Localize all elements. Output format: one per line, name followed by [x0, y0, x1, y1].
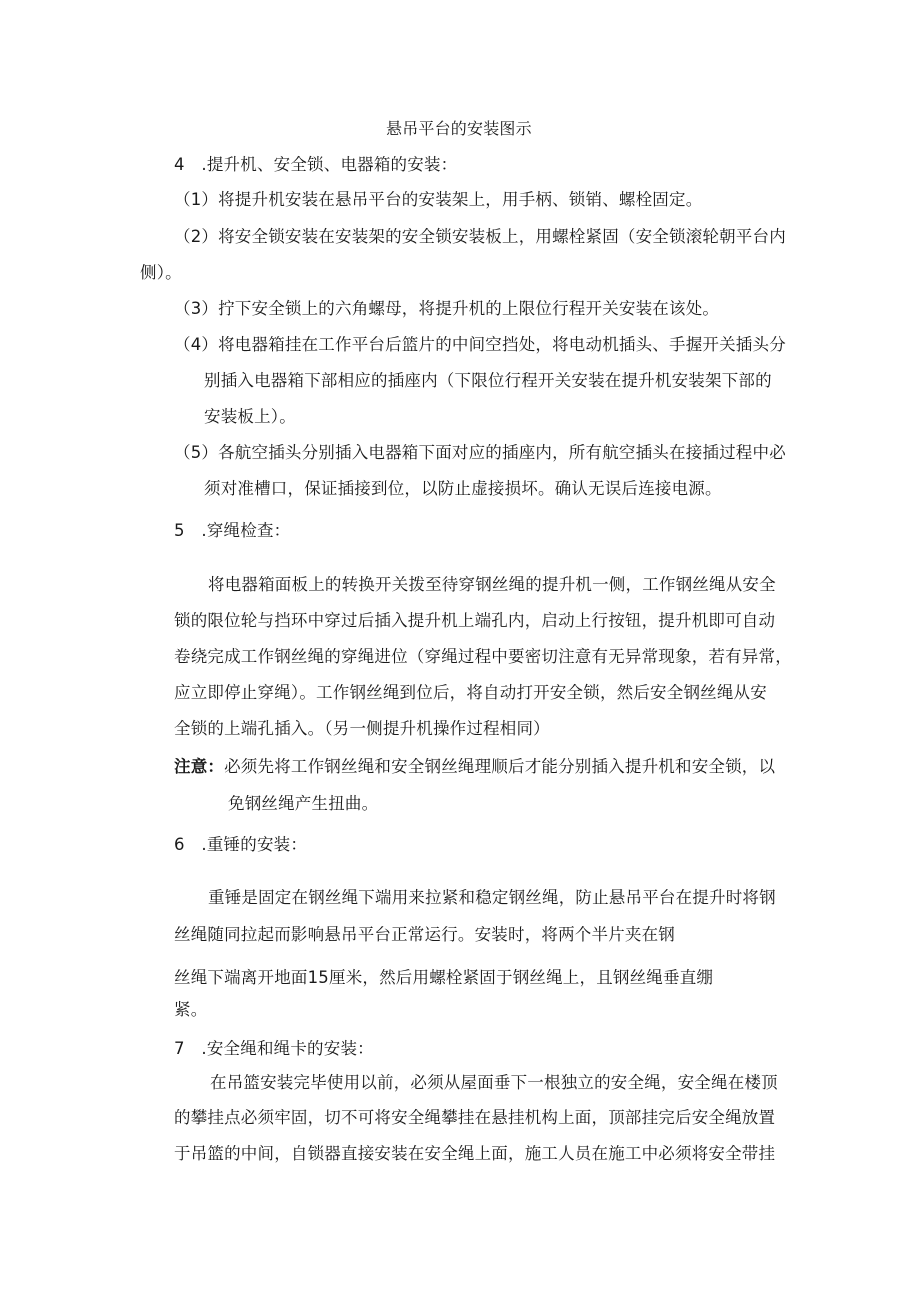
- section-5-paragraph-line-1: 将电器箱面板上的转换开关拨至待穿钢丝绳的提升机一侧，工作钢丝绳从安全: [208, 575, 776, 594]
- section-4-item-4-line-3: 安装板上）。: [204, 407, 296, 426]
- section-7-paragraph-line-2: 的攀挂点必须牢固，切不可将安全绳攀挂在悬挂机构上面，顶部挂完后安全绳放置: [174, 1108, 776, 1127]
- section-4-item-1: （1）将提升机安装在悬吊平台的安装架上，用手柄、锁销、螺栓固定。: [174, 190, 703, 209]
- section-6-paragraph-line-3: 丝绳下端离开地面15厘米，然后用螺栓紧固于钢丝绳上，且钢丝绳垂直绷: [174, 968, 714, 987]
- section-5-paragraph-line-2: 锁的限位轮与挡环中穿过后插入提升机上端孔内，启动上行按钮，提升机即可自动: [174, 611, 776, 630]
- section-5-heading: 5 .穿绳检查：: [174, 521, 291, 540]
- section-4-item-2-line-1: （2）将安全锁安装在安装架的安全锁安装板上，用螺栓紧固（安全锁滚轮朝平台内: [174, 227, 786, 246]
- section-7-heading: 7 .安全绳和绳卡的安装：: [174, 1039, 374, 1058]
- section-5-paragraph-line-3: 卷绕完成工作钢丝绳的穿绳进位（穿绳过程中要密切注意有无异常现象，若有异常，: [174, 647, 792, 666]
- section-4-item-5-line-2: 须对准槽口，保证插接到位，以防止虚接损坏。确认无误后连接电源。: [204, 479, 722, 498]
- section-7-paragraph-line-3: 于吊篮的中间，自锁器直接安装在安全绳上面，施工人员在施工中必须将安全带挂: [174, 1144, 776, 1163]
- section-6-paragraph-line-2: 丝绳随同拉起而影响悬吊平台正常运行。安装时，将两个半片夹在钢: [174, 925, 675, 944]
- section-6-paragraph-line-4: 紧。: [174, 1000, 208, 1019]
- section-4-item-2-line-2: 侧）。: [140, 263, 182, 282]
- section-4-item-3: （3）拧下安全锁上的六角螺母，将提升机的上限位行程开关安装在该处。: [174, 299, 720, 318]
- section-4-item-5-line-1: （5）各航空插头分别插入电器箱下面对应的插座内，所有航空插头在接插过程中必: [174, 443, 786, 462]
- section-6-heading: 6 .重锤的安装：: [174, 835, 308, 854]
- figure-caption: 悬吊平台的安装图示: [386, 119, 532, 138]
- section-5-paragraph-line-4: 应立即停止穿绳）。工作钢丝绳到位后，将自动打开安全锁，然后安全钢丝绳从安: [174, 683, 767, 702]
- note-text-line-1: 必须先将工作钢丝绳和安全钢丝绳理顺后才能分别插入提升机和安全锁，以: [224, 757, 776, 776]
- section-4-heading: 4 .提升机、安全锁、电器箱的安装：: [174, 155, 458, 174]
- note-line-1: [174, 756, 775, 778]
- section-5-paragraph-line-5: 全锁的上端孔插入。（另一侧提升机操作过程相同）: [174, 719, 550, 738]
- section-7-paragraph-line-1: 在吊篮安装完毕使用以前，必须从屋面垂下一根独立的安全绳，安全绳在楼顶: [210, 1073, 778, 1092]
- note-line-2: 免钢丝绳产生扭曲。: [228, 794, 379, 813]
- section-4-item-4-line-2: 别插入电器箱下部相应的插座内（下限位行程开关安装在提升机安装架下部的: [204, 371, 772, 390]
- section-6-paragraph-line-1: 重锤是固定在钢丝绳下端用来拉紧和稳定钢丝绳，防止悬吊平台在提升时将钢: [208, 888, 776, 907]
- note-label: 注意：: [174, 757, 225, 776]
- section-4-item-4-line-1: （4）将电器箱挂在工作平台后篮片的中间空挡处，将电动机插头、手握开关插头分: [174, 335, 786, 354]
